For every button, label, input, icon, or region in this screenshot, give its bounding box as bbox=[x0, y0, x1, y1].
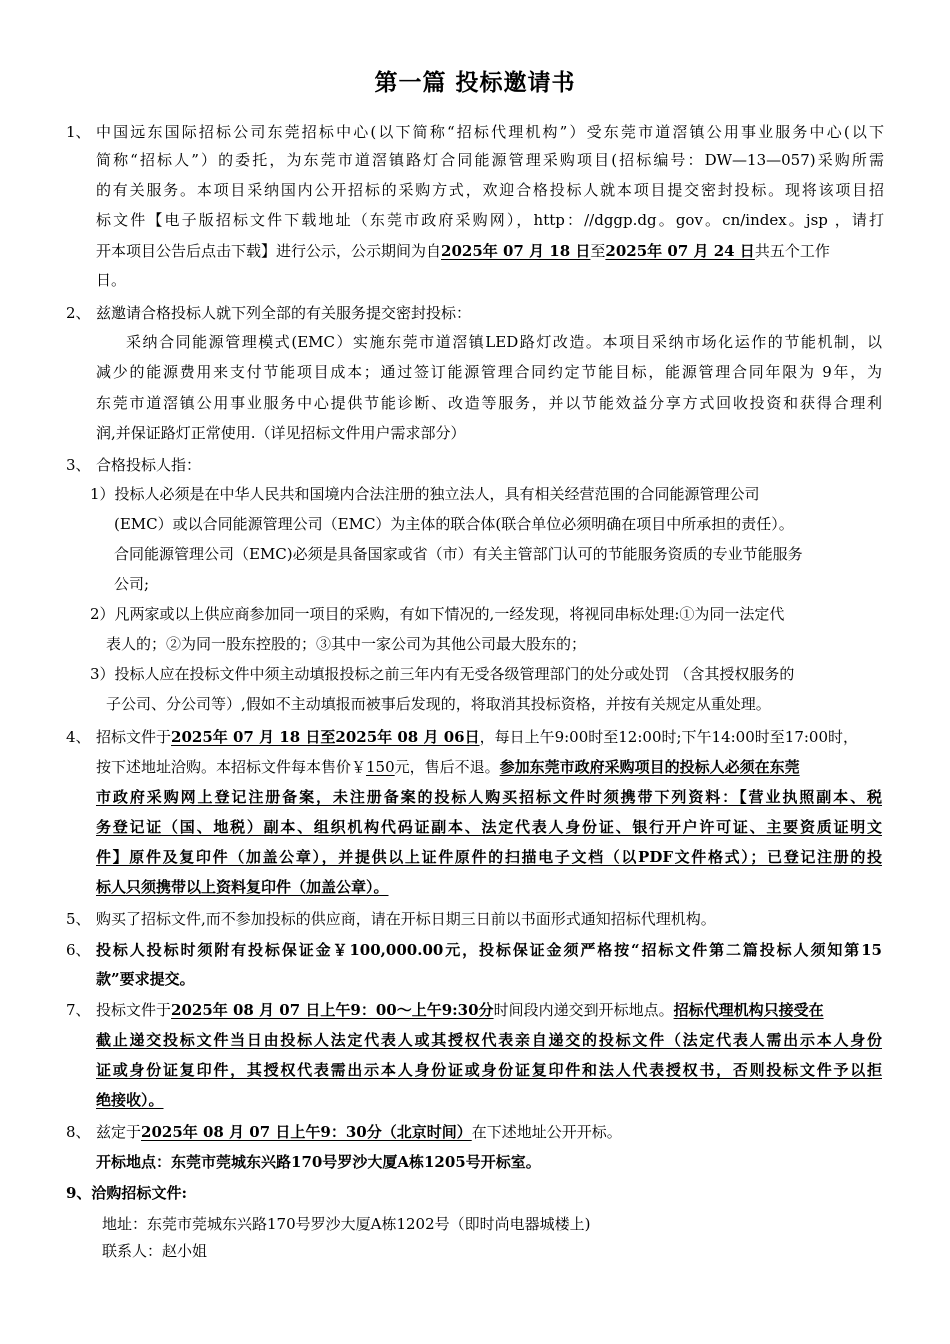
date-start: 2025年 07 月 18 日 bbox=[441, 242, 591, 260]
text-span: 在下述地址公开开标。 bbox=[471, 1123, 622, 1141]
opening-location: 开标地点：东莞市莞城东兴路170号罗沙大厦A栋1205号开标室。 bbox=[96, 1153, 541, 1171]
sale-period: 2025年 07 月 18 日至2025年 08 月 06日 bbox=[171, 728, 480, 746]
list-item-continuation: 合同能源管理公司（EMC)必须是具备国家或省（市）有关主管部门认可的节能服务资质的专业节能服务 bbox=[114, 545, 803, 563]
text-span: 投标文件于 bbox=[96, 1001, 172, 1019]
section-number: 3、 bbox=[66, 456, 91, 474]
opening-time: 2025年 08 月 07 日上午9：30分（北京时间） bbox=[141, 1123, 472, 1141]
text-span: 共五个工作 bbox=[754, 242, 830, 260]
section-number: 5、 bbox=[66, 910, 91, 928]
section-number: 8、 bbox=[66, 1123, 91, 1141]
paragraph-line bbox=[96, 757, 800, 777]
list-item: 1）投标人必须是在中华人民共和国境内合法注册的独立法人，具有相关经营范围的合同能源管理公司 bbox=[90, 485, 760, 503]
section-number: 7、 bbox=[66, 1001, 91, 1019]
section-number: 1、 bbox=[66, 123, 91, 141]
paragraph-line: 款”要求提交。 bbox=[96, 970, 195, 988]
paragraph-line: 的有关服务。本项目采纳国内公开招标的采购方式，欢迎合格投标人就本项目提交密封投标。现将该项目招 bbox=[96, 181, 884, 199]
paragraph-line: 标人只须携带以上资料复印件（加盖公章）。 bbox=[96, 878, 389, 896]
paragraph-line: 采纳合同能源管理模式(EMC）实施东莞市道滘镇LED路灯改造。本项目采纳市场化运作的节能机制，以 bbox=[126, 333, 882, 351]
paragraph-line bbox=[96, 1000, 824, 1020]
paragraph-line: 标文件【电子版招标文件下载地址（东莞市政府采购网），http：//dggp.dg。gov。cn/index。jsp ，请打 bbox=[96, 211, 884, 229]
paragraph-line: 中国远东国际招标公司东莞招标中心(以下简称“招标代理机构”）受东莞市道滘镇公用事业服务中心(以下 bbox=[96, 123, 884, 141]
paragraph-line: 证或身份证复印件，其授权代表需出示本人身份证或身份证复印件和法人代表授权书，否则投标文件予以拒 bbox=[96, 1061, 882, 1079]
paragraph-line: 投标人投标时须附有投标保证金￥100,000.00元，投标保证金须严格按“招标文件第二篇投标人须知第15 bbox=[96, 941, 882, 959]
contact-line: 联系人：赵小姐 bbox=[102, 1242, 208, 1260]
list-item: 2）凡两家或以上供应商参加同一项目的采购，有如下情况的,一经发现，将视同串标处理:①为同一法定代 bbox=[90, 605, 785, 623]
paragraph-line: 购买了招标文件,而不参加投标的供应商，请在开标日期三日前以书面形式通知招标代理机构。 bbox=[96, 910, 716, 928]
paragraph-line: 日。 bbox=[96, 271, 127, 289]
address-line: 地址：东莞市莞城东兴路170号罗沙大厦A栋1202号（即时尚电器城楼上) bbox=[102, 1215, 591, 1233]
paragraph-line: 件】原件及复印件（加盖公章），并提供以上证件原件的扫描电子文档（以PDF文件格式）；已登记注册的投 bbox=[96, 848, 882, 866]
list-item-continuation: 表人的；②为同一股东控股的；③其中一家公司为其他公司最大股东的； bbox=[106, 635, 587, 653]
text-span: 招标文件于 bbox=[96, 728, 172, 746]
list-item-continuation: 公司; bbox=[114, 575, 150, 593]
price-value: 150 bbox=[366, 758, 395, 776]
text-span: 元，售后不退。 bbox=[394, 758, 500, 776]
text-span: 兹定于 bbox=[96, 1123, 142, 1141]
text-span: 至 bbox=[590, 242, 606, 260]
paragraph-line bbox=[96, 1122, 622, 1142]
section-number: 2、 bbox=[66, 304, 91, 322]
paragraph-line bbox=[96, 241, 830, 261]
page-title: 第一篇 投标邀请书 bbox=[374, 69, 576, 96]
date-end: 2025年 07 月 24 日 bbox=[605, 242, 755, 260]
paragraph-line: 务登记证（国、地税）副本、组织机构代码证副本、法定代表人身份证、银行开户许可证、主要资质证明文 bbox=[96, 818, 882, 836]
paragraph-line: 市政府采购网上登记注册备案，未注册备案的投标人购买招标文件时须携带下列资料：【营业执照副本、税 bbox=[96, 788, 882, 806]
paragraph-line: 减少的能源费用来支付节能项目成本；通过签订能源管理合同约定节能目标，能源管理合同年限为 9年，为 bbox=[96, 363, 882, 381]
section-number: 4、 bbox=[66, 728, 91, 746]
paragraph-line: 东莞市道滘镇公用事业服务中心提供节能诊断、改造等服务，并以节能效益分享方式回收投资和获得合理利 bbox=[96, 394, 882, 412]
text-span: 开本项目公告后点击下载】进行公示，公示期间为自 bbox=[96, 242, 442, 260]
list-item-continuation: 子公司、分公司等）,假如不主动填报而被事后发现的，将取消其投标资格，并按有关规定从重处理。 bbox=[106, 695, 771, 713]
text-span: 时间段内递交到开标地点。 bbox=[493, 1001, 674, 1019]
section-heading: 兹邀请合格投标人就下列全部的有关服务提交密封投标： bbox=[96, 304, 472, 322]
text-span: ，每日上午9:00时至12:00时;下午14:00时至17:00时， bbox=[479, 728, 859, 746]
submission-time: 2025年 08 月 07 日上午9：00～上午9:30分 bbox=[171, 1001, 494, 1019]
list-item-continuation: (EMC）或以合同能源管理公司（EMC）为主体的联合体(联合单位必须明确在项目中所承担的责任）。 bbox=[114, 515, 794, 533]
text-span: 按下述地址洽购。本招标文件每本售价￥ bbox=[96, 758, 367, 776]
paragraph-line: 绝接收）。 bbox=[96, 1091, 164, 1109]
paragraph-line bbox=[96, 727, 858, 747]
list-item: 3）投标人应在投标文件中须主动填报投标之前三年内有无受各级管理部门的处分或处罚 （含其授权服务的 bbox=[90, 665, 795, 683]
text-span: 参加东莞市政府采购项目的投标人必须在东莞 bbox=[499, 758, 800, 776]
paragraph-line: 简称“招标人”）的委托，为东莞市道滘镇路灯合同能源管理采购项目(招标编号：DW—13—057)采购所需 bbox=[96, 151, 884, 169]
section-number: 6、 bbox=[66, 941, 91, 959]
paragraph-line: 润,并保证路灯正常使用.（详见招标文件用户需求部分） bbox=[96, 424, 466, 442]
paragraph-line: 截止递交投标文件当日由投标人法定代表人或其授权代表亲自递交的投标文件（法定代表人需出示本人身份 bbox=[96, 1031, 882, 1049]
section-heading: 合格投标人指： bbox=[96, 456, 202, 474]
text-span: 招标代理机构只接受在 bbox=[673, 1001, 824, 1019]
section-heading: 9、洽购招标文件: bbox=[66, 1184, 187, 1202]
